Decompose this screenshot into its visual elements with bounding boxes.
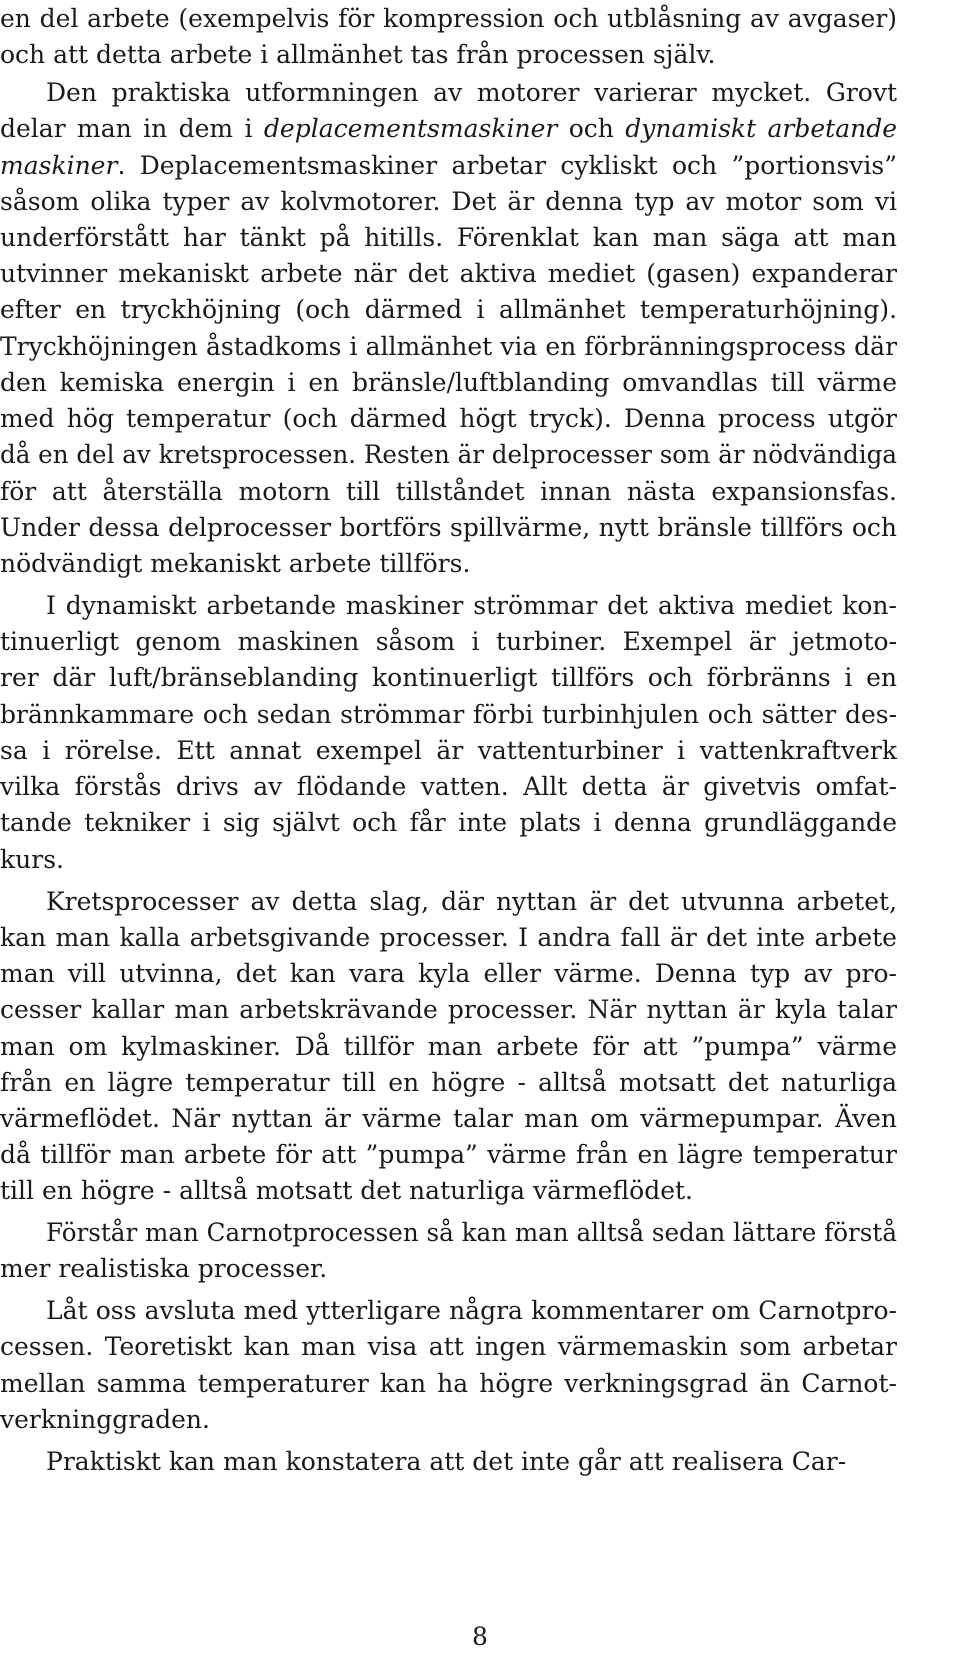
text-line: rer där luft/bränseblanding kontinuerligt tillförs och förbränns i en [0,663,897,692]
text-line: utvinner mekaniskt arbete när det aktiva mediet (gasen) expanderar [0,259,897,288]
text-line: för att återställa motorn till tillståndet innan nästa expansionsfas. [0,477,897,506]
text-line: underförstått har tänkt på hitills. Förenklat kan man säga att man [0,223,897,252]
text-span: . Deplacementsmaskiner arbetar cykliskt och ”portionsvis” [117,151,898,180]
text-line: tinuerligt genom maskinen såsom i turbiner. Exempel är jetmoto- [0,627,898,656]
text-line: I dynamiskt arbetande maskiner strömmar det aktiva mediet kon- [46,591,897,620]
text-line: man vill utvinna, det kan vara kyla eller värme. Denna typ av pro- [0,959,897,988]
text-line: Under dessa delprocesser bortförs spillvärme, nytt bränsle tillförs och [0,513,898,542]
text-span: delar man in dem i [0,114,264,143]
text-line: Förstår man Carnotprocessen så kan man alltså sedan lättare förstå [46,1218,897,1247]
text-line: Kretsprocesser av detta slag, där nyttan är det utvunna arbetet, [46,887,898,916]
text-line: verkninggraden. [0,1405,210,1434]
text-line: Tryckhöjningen åstadkoms i allmänhet via en förbränningsprocess där [0,332,898,361]
text-line: kurs. [0,845,64,874]
text-line: cesser kallar man arbetskrävande processer. När nyttan är kyla talar [0,995,897,1024]
text-line: vilka förstås drivs av flödande vatten. Allt detta är givetvis omfat- [0,772,897,801]
text-line: då tillför man arbete för att ”pumpa” värme från en lägre temperatur [0,1140,897,1169]
text-line: nödvändigt mekaniskt arbete tillförs. [0,549,471,578]
text-line [0,116,897,141]
text-line: såsom olika typer av kolvmotorer. Det är denna typ av motor som vi [0,187,897,216]
text-line: från en lägre temperatur till en högre - alltså motsatt det naturliga [0,1068,897,1097]
text-line: med hög temperatur (och därmed högt tryck). Denna process utgör [0,404,898,433]
text-line: värmeflödet. När nyttan är värme talar man om värmepumpar. Även [0,1104,898,1133]
page-number: 8 [472,1622,488,1651]
text-line: då en del av kretsprocessen. Resten är delprocesser som är nödvändiga [0,440,897,469]
text-line: Låt oss avsluta med ytterligare några kommentarer om Carnotpro- [46,1296,897,1325]
text-line: cessen. Teoretiskt kan man visa att ingen värmemaskin som arbetar [0,1332,898,1361]
text-line [0,153,897,178]
text-line: Praktiskt kan man konstatera att det inte går att realisera Car- [46,1447,847,1476]
text-line: Den praktiska utformningen av motorer varierar mycket. Grovt [46,78,898,107]
text-line: tande tekniker i sig självt och får inte plats i denna grundläggande [0,808,897,837]
text-span: och [557,114,626,143]
text-line: till en högre - alltså motsatt det naturliga värmeflödet. [0,1176,694,1205]
text-line: sa i rörelse. Ett annat exempel är vattenturbiner i vattenkraftverk [0,736,897,765]
italic-term: dynamiskt arbetande [625,114,898,143]
italic-term: maskiner [0,151,118,180]
text-line: man om kylmaskiner. Då tillför man arbete för att ”pumpa” värme [0,1032,897,1061]
text-line: mer realistiska processer. [0,1254,328,1283]
text-line: kan man kalla arbetsgivande processer. I andra fall är det inte arbete [0,923,897,952]
text-line: mellan samma temperaturer kan ha högre verkningsgrad än Carnot- [0,1369,897,1398]
text-line: och att detta arbete i allmänhet tas från processen själv. [0,40,716,69]
text-line: en del arbete (exempelvis för kompression och utblåsning av avgaser) [0,4,898,33]
text-line: efter en tryckhöjning (och därmed i allmänhet temperaturhöjning). [0,295,898,324]
italic-term: deplacementsmaskiner [263,114,558,143]
text-line: den kemiska energin i en bränsle/luftblanding omvandlas till värme [0,368,897,397]
text-line: brännkammare och sedan strömmar förbi turbinhjulen och sätter des- [0,700,898,729]
